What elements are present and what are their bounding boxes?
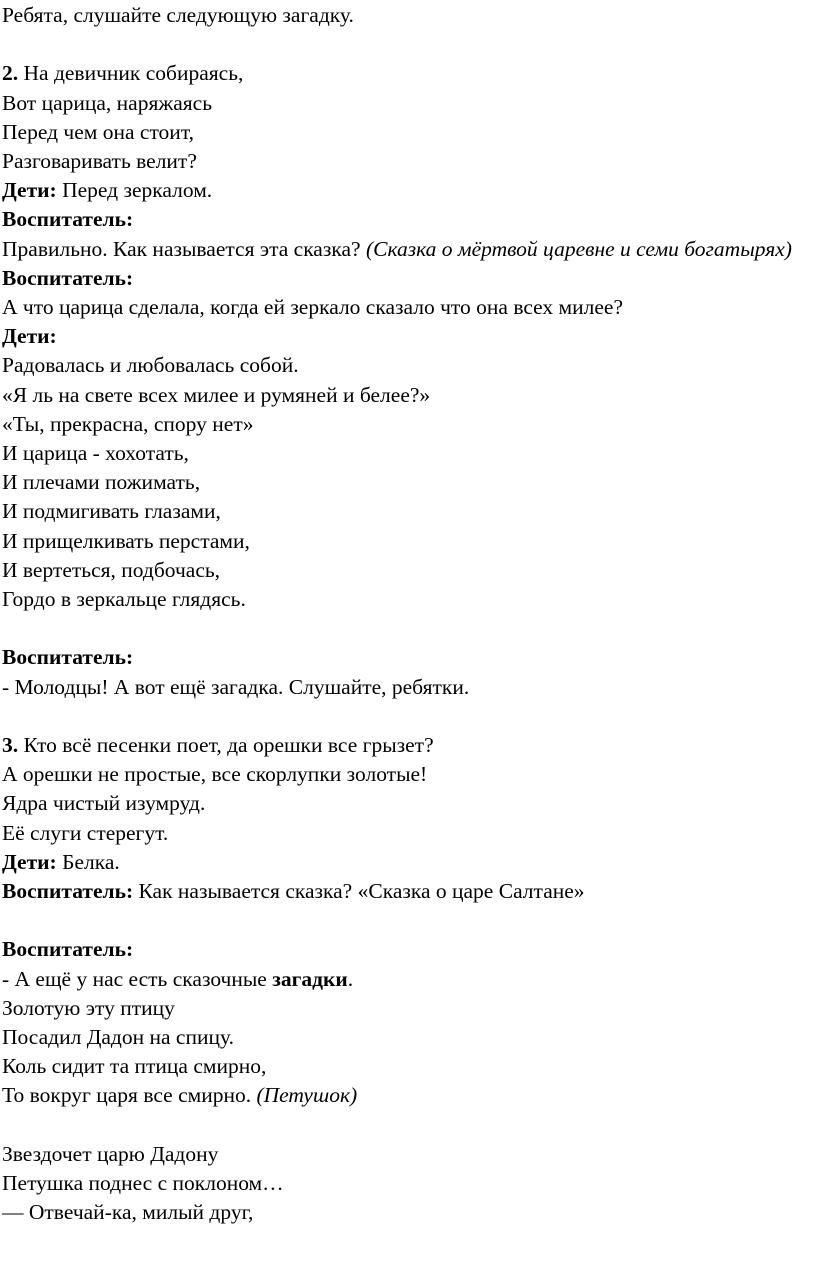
more-riddles-line: - А ещё у нас есть сказочные загадки. xyxy=(2,966,354,991)
children-label: Дети: xyxy=(2,324,57,349)
teacher-label: Воспитатель: xyxy=(2,645,134,670)
children-answer-3 xyxy=(2,848,814,877)
answer-3-text: Белка. xyxy=(62,849,120,874)
children-label: Дети: xyxy=(2,178,57,203)
question-queen: А что царица сделала, когда ей зеркало сказало что она всех милее? xyxy=(2,295,624,320)
blank-line xyxy=(2,906,814,935)
children-response-line: И подмигивать глазами, xyxy=(2,499,221,524)
answer-2-text: Перед зеркалом. xyxy=(62,178,213,203)
children-label: Дети: xyxy=(2,849,57,874)
riddle-2-number: 2. xyxy=(2,61,19,86)
riddle-3-line-4: Её слуги стерегут. xyxy=(2,820,169,845)
riddle-3-number: 3. xyxy=(2,733,19,758)
blank-line xyxy=(2,614,814,643)
rooster-riddle-line: Посадил Дадон на спицу. xyxy=(2,1025,234,1050)
riddle-3-line-3: Ядра чистый изумруд. xyxy=(2,791,206,816)
children-response-line: Радовалась и любовалась собой. xyxy=(2,353,299,378)
document-page xyxy=(2,1,814,1227)
teacher-label: Воспитатель: xyxy=(2,937,134,962)
teacher-label: Воспитатель: xyxy=(2,265,134,290)
children-response-line: «Я ль на свете всех милее и румяней и белее?» xyxy=(2,382,431,407)
riddle-3-line-2: А орешки не простые, все скорлупки золотые! xyxy=(2,762,428,787)
children-response-line: И прищелкивать перстами, xyxy=(2,528,250,553)
riddle-2-line-2: Вот царица, наряжаясь xyxy=(2,90,213,115)
question-saltan-text: Как называется сказка? «Сказка о царе Салтане» xyxy=(138,879,585,904)
blank-line xyxy=(2,30,814,59)
riddle-2-text: На девичник собираясь, xyxy=(23,61,244,86)
children-response-line: И плечами пожимать, xyxy=(2,470,201,495)
blank-line xyxy=(2,702,814,731)
children-response-line: «Ты, прекрасна, спору нет» xyxy=(2,411,254,436)
riddle-2-line-1 xyxy=(2,59,814,88)
teacher-praise: - Молодцы! А вот ещё загадка. Слушайте, ребятки. xyxy=(2,674,470,699)
final-verse-line: Звездочет царю Дадону xyxy=(2,1141,219,1166)
children-response-line: И вертеться, подбочась, xyxy=(2,557,221,582)
tale-answer-italic: (Сказка о мёртвой царевне и семи богатырях) xyxy=(365,236,792,261)
riddles-bold-word: загадки xyxy=(272,966,348,991)
riddle-3-text: Кто всё песенки поет, да орешки все грызет? xyxy=(23,733,434,758)
riddle-2-line-3: Перед чем она стоит, xyxy=(2,119,194,144)
rooster-riddle-line: Коль сидит та птица смирно, xyxy=(2,1054,267,1079)
final-verse-line: Петушка поднес с поклоном… xyxy=(2,1171,284,1196)
teacher-label: Воспитатель: xyxy=(2,879,134,904)
final-verse-line: — Отвечай-ка, милый друг, xyxy=(2,1200,254,1225)
children-answer-2 xyxy=(2,176,814,205)
riddle-3-line-1 xyxy=(2,731,814,760)
rooster-riddle-line: Золотую эту птицу xyxy=(2,995,175,1020)
teacher-question-saltan xyxy=(2,877,814,906)
children-response-line: Гордо в зеркальце глядясь. xyxy=(2,587,246,612)
rooster-riddle-line-last: То вокруг царя все смирно. (Петушок) xyxy=(2,1083,358,1108)
children-response-line: И царица - хохотать, xyxy=(2,441,189,466)
blank-line xyxy=(2,1111,814,1140)
teacher-label: Воспитатель: xyxy=(2,207,134,232)
intro-line: Ребята, слушайте следующую загадку. xyxy=(2,3,354,27)
question-tale-name: Правильно. Как называется эта сказка? (Сказка о мёртвой царевне и семи богатырях) xyxy=(2,236,792,261)
rooster-answer-italic: (Петушок) xyxy=(256,1083,358,1108)
riddle-2-line-4: Разговаривать велит? xyxy=(2,149,197,173)
